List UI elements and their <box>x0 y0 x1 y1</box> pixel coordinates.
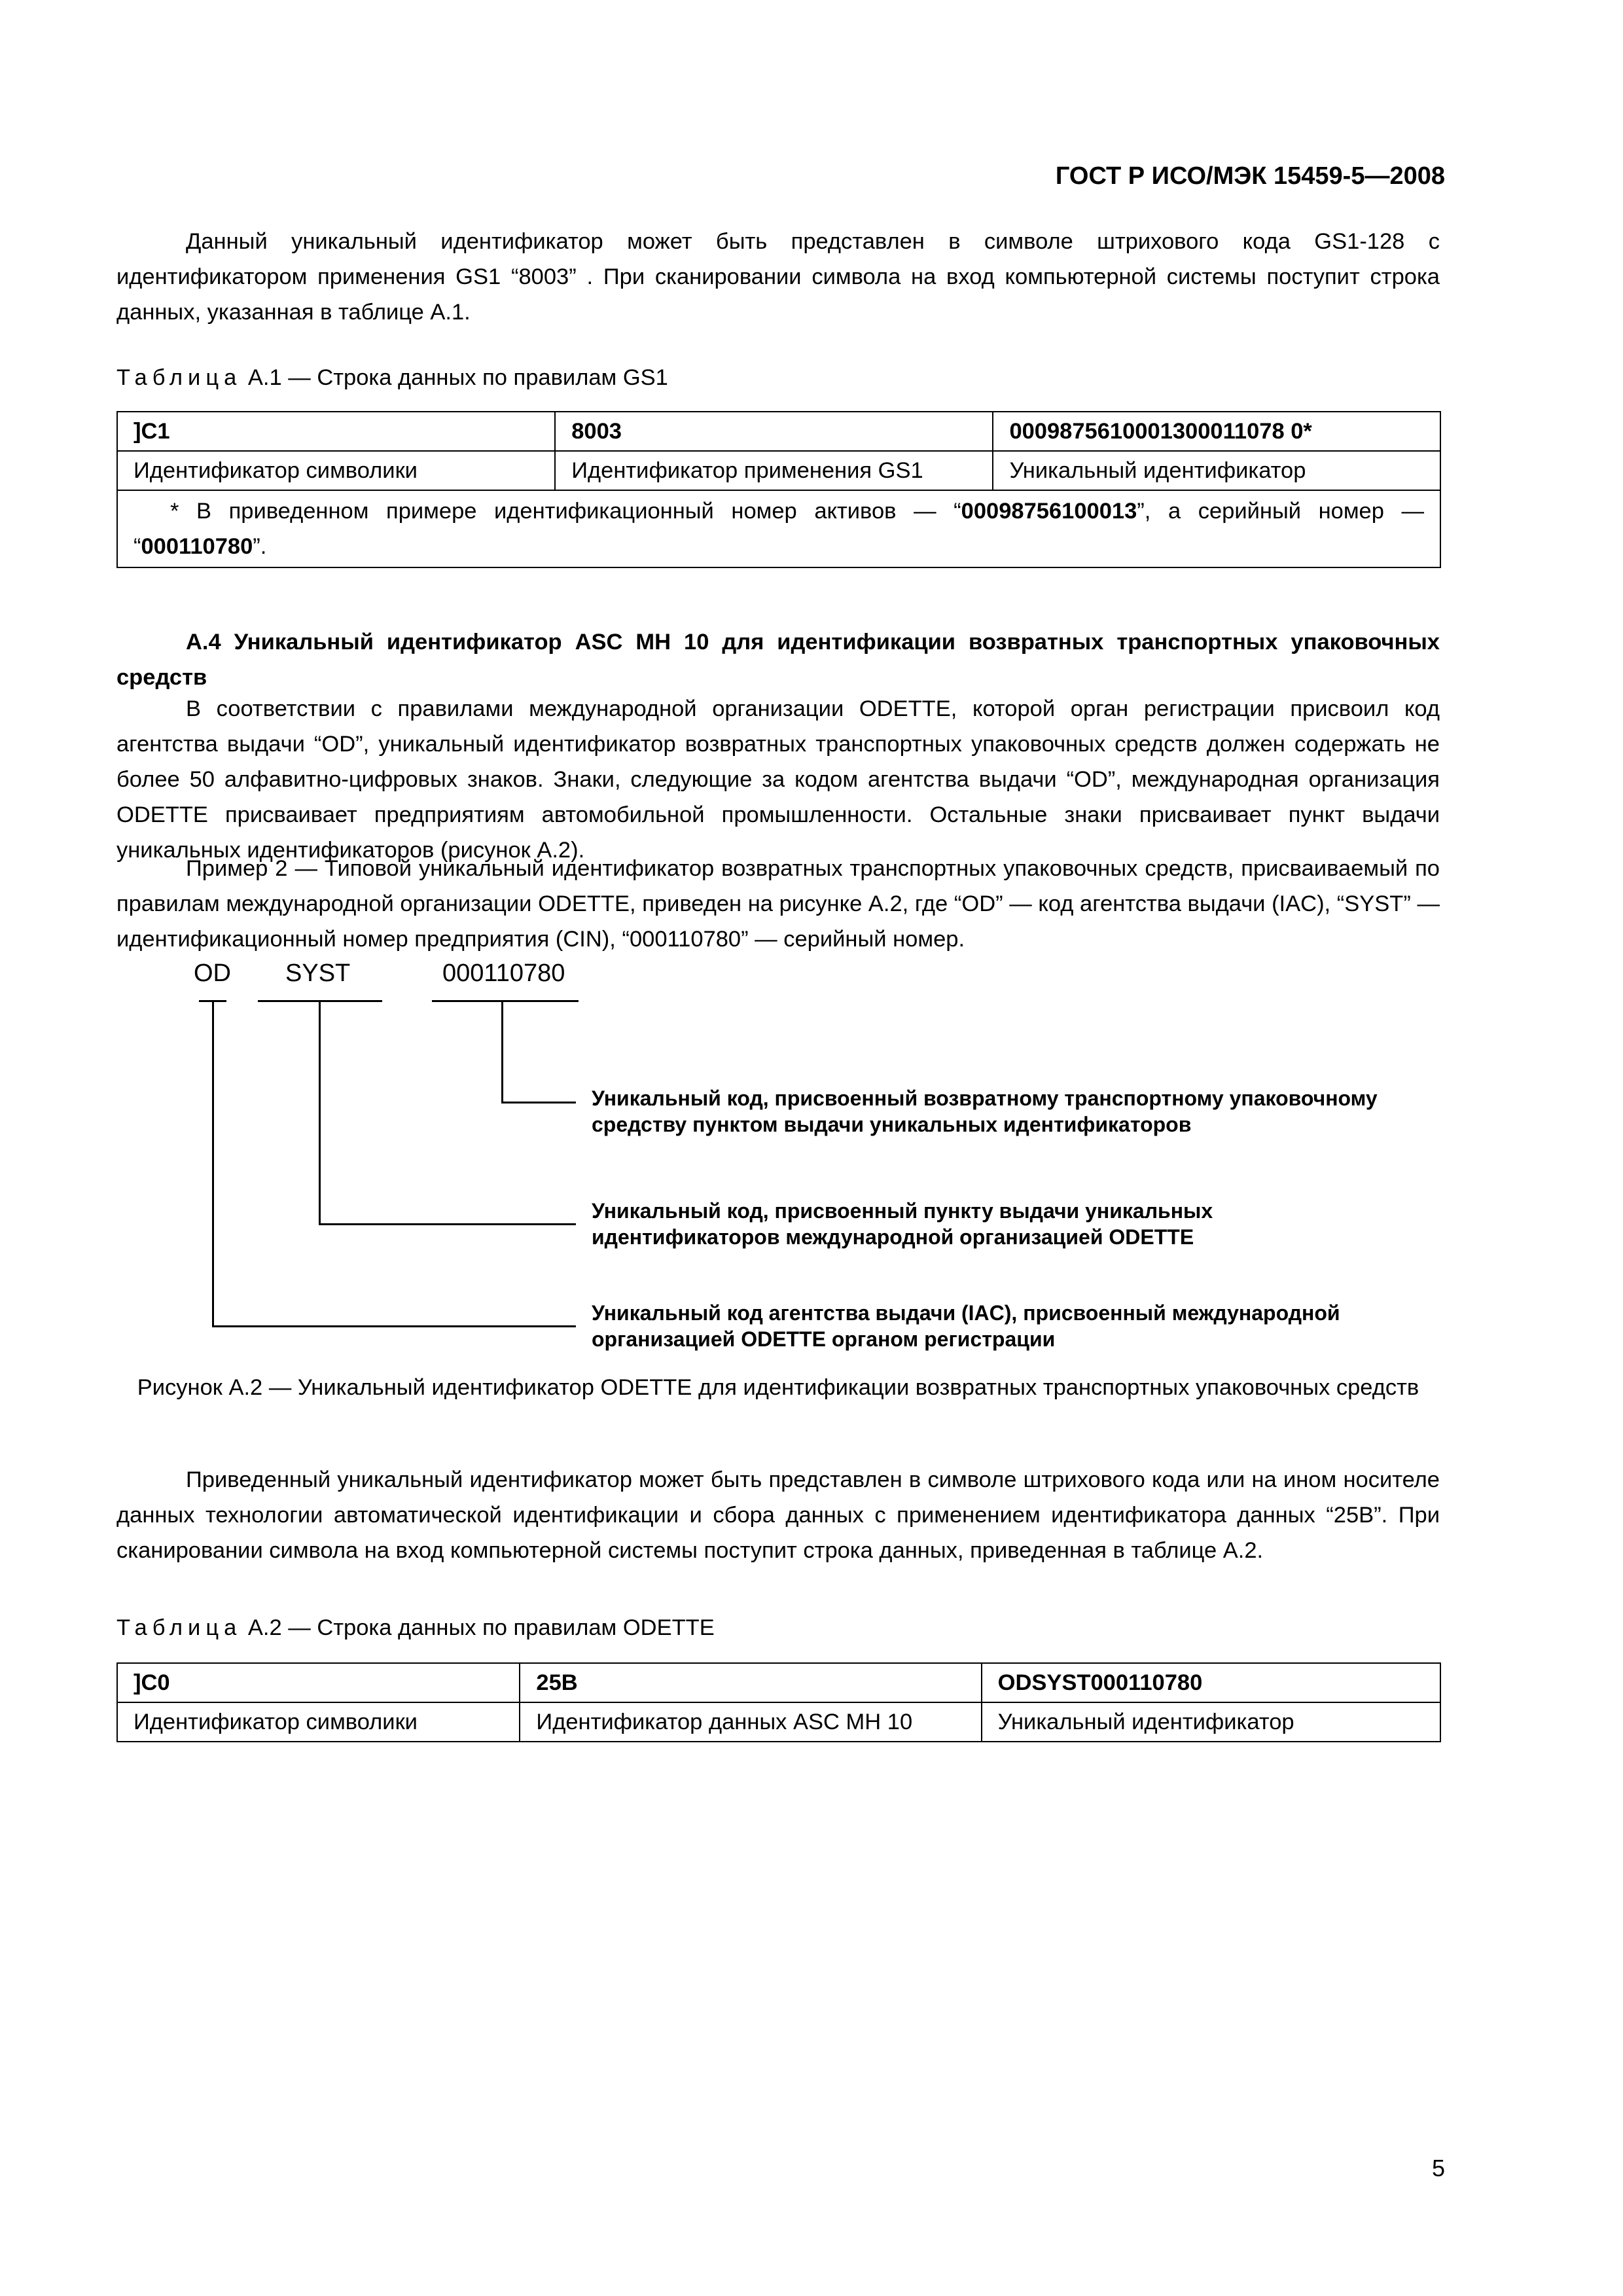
section-paragraph-1: В соответствии с правилами международной организации ODETTE, которой орган регистрации присвоил код агентства выдачи “OD”, уникальный идентификатор возвратных транспортных упаковочных средств должен содержать не более 50 алфавитно-цифровых знаков. Знаки, следующие за кодом агентства выдачи “OD”, международная организация ODETTE присваивает предприятиям автомобильной промышленности. Остальные знаки присваивает пункт выдачи уникальных идентификаторов (рисунок А.2). <box>116 696 1440 863</box>
footnote-text: ”, а серийный номер — “ <box>134 499 1424 559</box>
figure-label-iac: Уникальный код агентства выдачи (IAC), присвоенный международной организацией ODETTE органом регистрации <box>592 1301 1340 1351</box>
underline-serial <box>432 1000 579 1002</box>
table1-caption-text: А.1 — Строка данных по правилам GS1 <box>241 365 668 390</box>
figure-label-cin: Уникальный код, присвоенный пункту выдачи уникальных идентификаторов международной организацией ODETTE <box>592 1199 1213 1249</box>
section-heading: А.4 Уникальный идентификатор ASC MH 10 для идентификации возвратных транспортных упаковочных средств <box>116 630 1440 690</box>
table1-caption <box>116 365 668 391</box>
leader-serial-horizontal <box>501 1102 576 1103</box>
table-cell: Идентификатор символики <box>117 1702 520 1742</box>
footnote-serial-number: 000110780 <box>141 534 253 559</box>
table-cell: Идентификатор применения GS1 <box>555 451 993 490</box>
table-footnote <box>117 490 1440 567</box>
section-paragraph-2: Пример 2 — Типовой уникальный идентификатор возвратных транспортных упаковочных средств, присваиваемый по правилам международной организации ODETTE, приведен на рисунке А.2, где “OD” — код агентства выдачи (IAC), “SYST” — идентификационный номер предприятия (CIN), “000110780” — серийный номер. <box>116 856 1440 952</box>
table-cell: Идентификатор данных ASC MH 10 <box>520 1702 981 1742</box>
table-a2 <box>116 1662 1441 1742</box>
table-row <box>117 412 1440 451</box>
figure-code-iac: OD <box>194 960 231 987</box>
figure-code-cin: SYST <box>285 960 351 987</box>
table-row <box>117 490 1440 567</box>
table2-caption <box>116 1615 715 1641</box>
table-a1 <box>116 411 1441 568</box>
table-cell: Уникальный идентификатор <box>993 451 1440 490</box>
leader-serial-vertical <box>501 1001 503 1103</box>
figure-code-serial: 000110780 <box>442 960 565 987</box>
closing-paragraph: Приведенный уникальный идентификатор может быть представлен в символе штрихового кода или на ином носителе данных технологии автоматической идентификации и сбора данных с применением идентификатора данных “25B”. При сканировании символа на вход компьютерной системы поступит строка данных, приведенная в таблице А.2. <box>116 1467 1440 1563</box>
table1-caption-word: Таблица <box>116 365 242 390</box>
figure-label-serial: Уникальный код, присвоенный возвратному транспортному упаковочному средству пунктом выдачи уникальных идентификаторов <box>592 1086 1378 1136</box>
table2-caption-text: А.2 — Строка данных по правилам ODETTE <box>241 1615 715 1640</box>
leader-cin-horizontal <box>319 1223 576 1225</box>
intro-paragraph: Данный уникальный идентификатор может быть представлен в символе штрихового кода GS1-128 с идентификатором применения GS1 “8003” . При сканировании символа на вход компьютерной системы поступит строка данных, указанная в таблице А.1. <box>116 229 1440 325</box>
table-cell: ODSYST000110780 <box>982 1663 1440 1702</box>
table-cell: Уникальный идентификатор <box>982 1702 1440 1742</box>
leader-cin-vertical <box>319 1001 321 1225</box>
table-row <box>117 1663 1440 1702</box>
table-cell: 0009875610001300011078 0* <box>993 412 1440 451</box>
table-cell: ]С0 <box>117 1663 520 1702</box>
table-cell: Идентификатор символики <box>117 451 555 490</box>
table-cell: ]С1 <box>117 412 555 451</box>
table-row <box>117 1702 1440 1742</box>
footnote-text: ”. <box>253 534 267 559</box>
leader-iac-horizontal <box>212 1325 576 1327</box>
page-number: 5 <box>1431 2155 1445 2181</box>
table-cell: 8003 <box>555 412 993 451</box>
table-row <box>117 451 1440 490</box>
leader-iac-vertical <box>212 1001 214 1327</box>
footnote-text: * В приведенном примере идентификационный номер активов — “ <box>170 499 961 524</box>
table-cell: 25B <box>520 1663 981 1702</box>
table2-caption-word: Таблица <box>116 1615 242 1640</box>
footnote-asset-number: 00098756100013 <box>961 499 1137 524</box>
document-id-header: ГОСТ Р ИСО/МЭК 15459-5—2008 <box>1055 162 1445 190</box>
figure-caption: Рисунок А.2 — Уникальный идентификатор ODETTE для идентификации возвратных транспортных упаковочных средств <box>137 1375 1419 1400</box>
